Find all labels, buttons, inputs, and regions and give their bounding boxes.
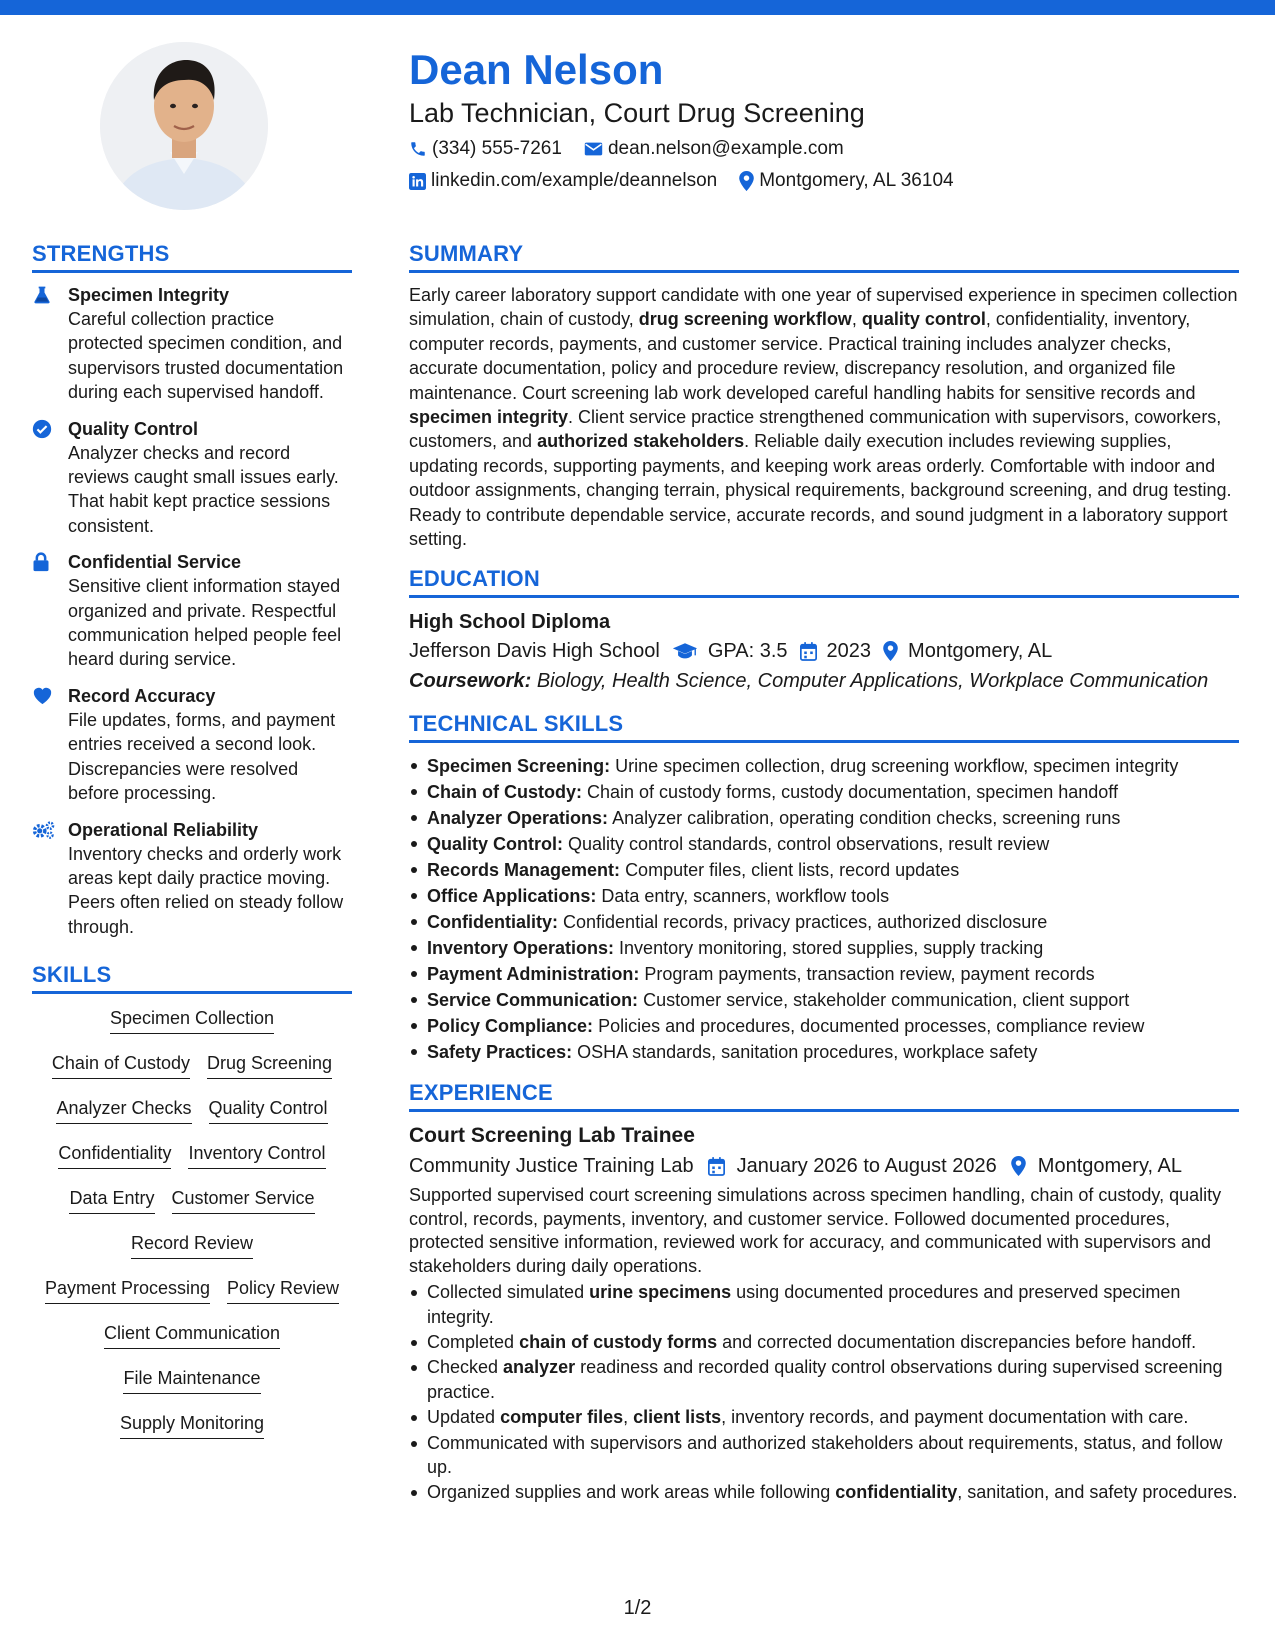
education-degree: High School Diploma bbox=[409, 611, 611, 634]
technical-skill-label: Analyzer Operations: bbox=[427, 808, 609, 829]
check-circle-icon bbox=[32, 419, 52, 439]
technical-skill-item bbox=[409, 935, 1239, 961]
skill-row bbox=[32, 1366, 352, 1411]
email-text[interactable]: dean.nelson@example.com bbox=[607, 138, 844, 159]
flask-icon bbox=[32, 285, 52, 305]
page-number: 1/2 bbox=[623, 1597, 652, 1619]
strength-item bbox=[32, 283, 352, 405]
gears-icon bbox=[32, 820, 56, 840]
contact-row-1 bbox=[409, 136, 1239, 162]
lock-icon bbox=[32, 552, 50, 572]
education-meta bbox=[409, 636, 1239, 666]
education-heading: EDUCATION bbox=[409, 565, 1239, 598]
technical-skill-item bbox=[409, 883, 1239, 909]
technical-skill-label: Records Management: bbox=[427, 860, 621, 881]
technical-skill-item bbox=[409, 779, 1239, 805]
technical-skill-item bbox=[409, 909, 1239, 935]
bold-phrase: client lists bbox=[633, 1407, 722, 1428]
skill-tag: Confidentiality bbox=[58, 1141, 171, 1169]
linkedin-icon bbox=[409, 173, 426, 190]
strength-title: Operational Reliability bbox=[68, 819, 259, 840]
technical-skill-value: OSHA standards, sanitation procedures, workplace safety bbox=[577, 1042, 1038, 1063]
job-meta bbox=[409, 1150, 1239, 1182]
phone-contact bbox=[409, 136, 562, 162]
technical-skill-label: Service Communication: bbox=[427, 990, 639, 1011]
technical-skill-value: Quality control standards, control observations, result review bbox=[568, 834, 1050, 855]
job-dates: January 2026 to August 2026 bbox=[736, 1155, 997, 1178]
text-run: , confidentiality, inventory, computer records, payments, and customer service. Practical training includes analyzer checks, accurate documentation, policy and procedure review, discrepancy resolution, and organized file maintenance. Court screening lab work developed careful handling habits for sensitive records and bbox=[409, 309, 1196, 403]
skill-row bbox=[32, 1051, 352, 1096]
skills-list bbox=[32, 1006, 352, 1456]
calendar-icon bbox=[800, 642, 817, 661]
technical-skill-value: Program payments, transaction review, payment records bbox=[644, 964, 1095, 985]
text-run: Checked bbox=[427, 1357, 504, 1378]
bold-phrase: computer files bbox=[500, 1407, 624, 1428]
technical-skill-item bbox=[409, 1013, 1239, 1039]
technical-skill-value: Inventory monitoring, stored supplies, supply tracking bbox=[619, 938, 1044, 959]
education-coursework bbox=[409, 666, 1239, 696]
skill-row bbox=[32, 1141, 352, 1186]
text-run: Collected simulated bbox=[427, 1282, 590, 1303]
experience-bullet bbox=[409, 1431, 1239, 1480]
strength-desc: File updates, forms, and payment entries received a second look. Discrepancies were resolved before processing. bbox=[68, 709, 336, 804]
text-run: . Client service practice strengthened communication with supervisors, coworkers, customers, and bbox=[409, 407, 1222, 452]
education-gpa: GPA: 3.5 bbox=[707, 640, 788, 663]
bold-phrase: drug screening workflow bbox=[638, 309, 852, 330]
strength-desc: Inventory checks and orderly work areas kept daily practice moving. Peers often relied on steady follow through. bbox=[68, 843, 344, 937]
education-year: 2023 bbox=[826, 640, 872, 663]
technical-skill-label: Inventory Operations: bbox=[427, 938, 615, 959]
strength-desc: Sensitive client information stayed organized and private. Respectful communication helped people feel heard during service. bbox=[68, 576, 342, 670]
strength-item bbox=[32, 684, 352, 806]
text-run: Completed bbox=[427, 1331, 520, 1352]
skill-tag: Chain of Custody bbox=[52, 1051, 190, 1079]
job-title: Court Screening Lab Trainee bbox=[409, 1124, 695, 1148]
technical-skill-item bbox=[409, 1039, 1239, 1065]
right-column bbox=[409, 240, 1239, 1519]
technical-skill-value: Policies and procedures, documented processes, compliance review bbox=[598, 1016, 1145, 1037]
technical-skill-value: Chain of custody forms, custody documentation, specimen handoff bbox=[587, 782, 1118, 803]
text-run: , bbox=[623, 1407, 634, 1428]
experience-bullet bbox=[409, 1405, 1239, 1429]
technical-skills-list bbox=[409, 753, 1239, 1065]
skill-tag: Analyzer Checks bbox=[56, 1096, 191, 1124]
phone-icon bbox=[409, 140, 427, 158]
skill-row bbox=[32, 1231, 352, 1276]
strength-item bbox=[32, 818, 352, 940]
strength-title: Record Accuracy bbox=[68, 685, 216, 706]
skill-tag: Data Entry bbox=[69, 1186, 154, 1214]
location-text: Montgomery, AL 36104 bbox=[759, 170, 954, 191]
education-location: Montgomery, AL bbox=[908, 640, 1053, 663]
linkedin-contact[interactable] bbox=[409, 168, 717, 194]
skill-tag: Specimen Collection bbox=[110, 1006, 274, 1034]
skill-row bbox=[32, 1006, 352, 1051]
technical-skill-value: Confidential records, privacy practices, authorized disclosure bbox=[563, 912, 1048, 933]
technical-skill-item bbox=[409, 831, 1239, 857]
summary-text bbox=[409, 283, 1239, 551]
skill-row bbox=[32, 1411, 352, 1456]
skill-tag: Drug Screening bbox=[207, 1051, 332, 1079]
map-pin-icon bbox=[739, 171, 754, 191]
text-run: readiness and recorded quality control observations during supervised screening practice. bbox=[427, 1357, 1223, 1402]
technical-skill-label: Policy Compliance: bbox=[427, 1016, 594, 1037]
text-run: using documented procedures and preserved specimen integrity. bbox=[427, 1282, 1181, 1327]
skill-tag: Policy Review bbox=[227, 1276, 339, 1304]
heart-icon bbox=[32, 686, 53, 705]
experience-bullets bbox=[409, 1280, 1239, 1505]
strength-desc: Analyzer checks and record reviews caught small issues early. That habit kept practice sessions consistent. bbox=[68, 442, 339, 536]
experience-bullet bbox=[409, 1330, 1239, 1354]
strength-title: Quality Control bbox=[68, 418, 198, 439]
candidate-name: Dean Nelson bbox=[409, 46, 664, 93]
experience-bullet bbox=[409, 1355, 1239, 1404]
skill-row bbox=[32, 1321, 352, 1366]
profile-photo bbox=[100, 42, 268, 210]
job-description: Supported supervised court screening simulations across specimen handling, chain of custody, quality control, records, payments, inventory, and customer service. Followed documented procedures, protected sensitive information, reviewed work for accuracy, and communicated with supervisors and stakeholders during daily operations. bbox=[409, 1185, 1222, 1276]
coursework-label: Coursework: bbox=[409, 670, 532, 693]
resume-header bbox=[409, 44, 1239, 194]
skill-row bbox=[32, 1186, 352, 1231]
technical-skills-heading: TECHNICAL SKILLS bbox=[409, 710, 1239, 743]
text-run: , sanitation, and safety procedures. bbox=[957, 1482, 1238, 1503]
coursework-text: Biology, Health Science, Computer Applications, Workplace Communication bbox=[536, 670, 1209, 693]
strength-title: Specimen Integrity bbox=[68, 285, 230, 305]
skill-tag: Client Communication bbox=[104, 1321, 280, 1349]
strength-item bbox=[32, 550, 352, 672]
bold-phrase: quality control bbox=[861, 309, 986, 330]
technical-skill-label: Safety Practices: bbox=[427, 1042, 573, 1063]
job-company: Community Justice Training Lab bbox=[409, 1155, 694, 1178]
text-run: Communicated with supervisors and authorized stakeholders about requirements, status, and follow up. bbox=[427, 1432, 1223, 1477]
strength-desc: Careful collection practice protected specimen condition, and supervisors trusted documentation during each supervised handoff. bbox=[68, 309, 344, 403]
linkedin-text[interactable]: linkedin.com/example/deannelson bbox=[431, 170, 718, 191]
technical-skill-item bbox=[409, 753, 1239, 779]
skill-tag: File Maintenance bbox=[123, 1366, 260, 1394]
strengths-heading: STRENGTHS bbox=[32, 240, 352, 273]
technical-skill-value: Analyzer calibration, operating condition checks, screening runs bbox=[612, 808, 1121, 829]
map-pin-icon bbox=[1011, 1156, 1026, 1176]
skill-tag: Supply Monitoring bbox=[120, 1411, 264, 1439]
technical-skill-value: Data entry, scanners, workflow tools bbox=[601, 886, 890, 907]
envelope-icon bbox=[584, 141, 603, 157]
skill-row bbox=[32, 1096, 352, 1141]
technical-skill-label: Payment Administration: bbox=[427, 964, 640, 985]
text-run: Updated bbox=[427, 1407, 501, 1428]
technical-skill-label: Specimen Screening: bbox=[427, 756, 611, 777]
technical-skill-value: Customer service, stakeholder communication, client support bbox=[643, 990, 1130, 1011]
text-run: , inventory records, and payment documentation with care. bbox=[721, 1407, 1189, 1428]
technical-skill-label: Chain of Custody: bbox=[427, 782, 582, 803]
bold-phrase: authorized stakeholders bbox=[537, 431, 745, 452]
technical-skill-item bbox=[409, 805, 1239, 831]
experience-heading: EXPERIENCE bbox=[409, 1079, 1239, 1112]
skills-heading: SKILLS bbox=[32, 961, 352, 994]
strength-item bbox=[32, 417, 352, 539]
skill-tag: Customer Service bbox=[172, 1186, 315, 1214]
education-school: Jefferson Davis High School bbox=[409, 640, 660, 663]
technical-skill-item bbox=[409, 857, 1239, 883]
skill-tag: Inventory Control bbox=[188, 1141, 325, 1169]
text-run: , bbox=[851, 309, 862, 330]
bold-phrase: urine specimens bbox=[589, 1282, 732, 1303]
technical-skill-value: Computer files, client lists, record updates bbox=[625, 860, 960, 881]
bold-phrase: confidentiality bbox=[835, 1482, 958, 1503]
bold-phrase: chain of custody forms bbox=[519, 1331, 718, 1352]
technical-skill-label: Quality Control: bbox=[427, 834, 563, 855]
phone-text: (334) 555-7261 bbox=[432, 138, 562, 159]
location-contact bbox=[739, 168, 953, 194]
summary-heading: SUMMARY bbox=[409, 240, 1239, 273]
technical-skill-label: Confidentiality: bbox=[427, 912, 558, 933]
left-column bbox=[32, 240, 352, 1456]
text-run: Early career laboratory support candidate with one year of supervised experience in specimen collection simulation, chain of custody, bbox=[409, 285, 1238, 330]
experience-bullet bbox=[409, 1280, 1239, 1329]
technical-skill-item bbox=[409, 961, 1239, 987]
job-location: Montgomery, AL bbox=[1037, 1155, 1182, 1178]
strength-title: Confidential Service bbox=[68, 552, 242, 573]
graduation-cap-icon bbox=[672, 642, 698, 660]
text-run: . Reliable daily execution includes reviewing supplies, updating records, supporting payments, and keeping work areas orderly. Comfortable with indoor and outdoor assignments, changing terrain, physical requirements, background screening, and drug testing. Ready to contribute dependable service, accurate records, and sound judgment in a laboratory support setting. bbox=[409, 431, 1232, 550]
skill-tag: Payment Processing bbox=[45, 1276, 210, 1304]
calendar-icon bbox=[708, 1157, 725, 1176]
technical-skill-value: Urine specimen collection, drug screening workflow, specimen integrity bbox=[615, 756, 1179, 777]
bold-phrase: specimen integrity bbox=[409, 407, 569, 428]
text-run: and corrected documentation discrepancies before handoff. bbox=[717, 1331, 1197, 1352]
top-accent-bar bbox=[0, 0, 1275, 15]
contact-row-2 bbox=[409, 168, 1239, 194]
bold-phrase: analyzer bbox=[503, 1357, 576, 1378]
candidate-title: Lab Technician, Court Drug Screening bbox=[409, 98, 865, 128]
experience-bullet bbox=[409, 1480, 1239, 1504]
technical-skill-label: Office Applications: bbox=[427, 886, 597, 907]
skill-tag: Quality Control bbox=[209, 1096, 328, 1124]
technical-skill-item bbox=[409, 987, 1239, 1013]
skill-row bbox=[32, 1276, 352, 1321]
map-pin-icon bbox=[883, 641, 898, 661]
text-run: Organized supplies and work areas while following bbox=[427, 1482, 836, 1503]
skill-tag: Record Review bbox=[131, 1231, 253, 1259]
email-contact[interactable] bbox=[584, 136, 844, 162]
